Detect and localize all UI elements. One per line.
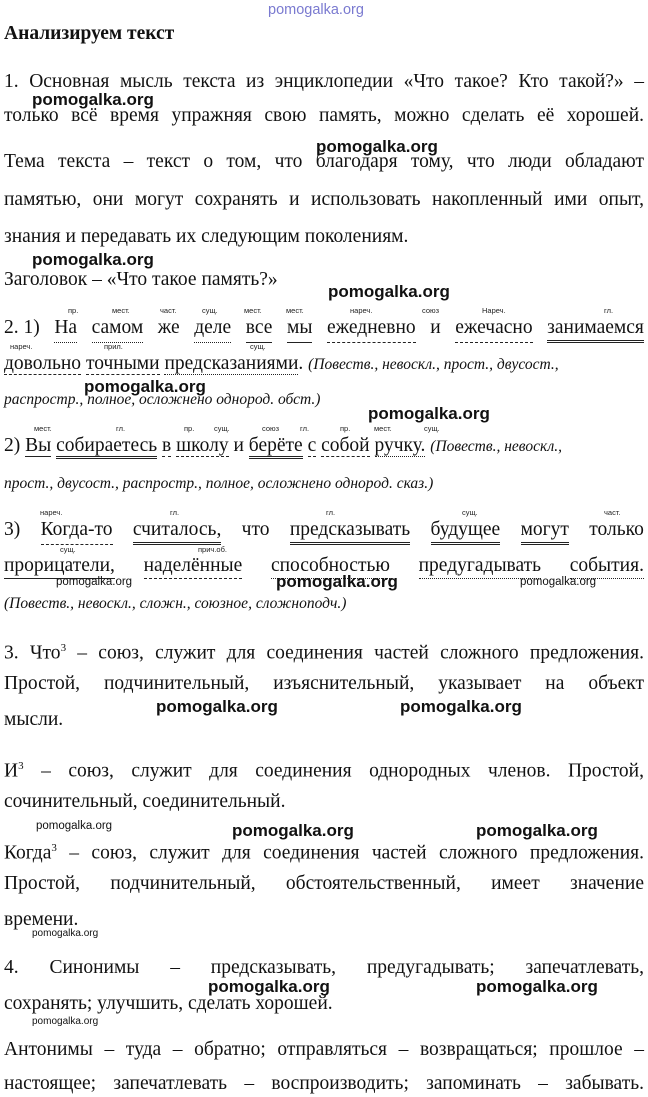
i-line-2: сочинительный, соединительный.: [4, 791, 286, 812]
watermark: pomogalka.org: [156, 697, 278, 716]
watermark: pomogalka.org: [36, 820, 113, 832]
heading-line: Заголовок – «Что такое память?»: [4, 269, 278, 290]
watermark: pomogalka.org: [56, 576, 133, 588]
watermark: pomogalka.org: [32, 250, 154, 269]
pos-tag: гл.: [604, 306, 614, 315]
kogda-line-1: Когда$^3$ – союз, служит для соединения частей сложного предложения.: [4, 842, 644, 864]
pos-tag: пр.: [184, 424, 195, 433]
pos-tag: сущ.: [250, 342, 266, 351]
pos-tag: мест.: [112, 306, 130, 315]
watermark: pomogalka.org: [84, 377, 206, 396]
pos-tag: прич.об.: [198, 545, 227, 554]
pos-tag: част.: [604, 508, 621, 517]
pos-tag: гл.: [326, 508, 336, 517]
watermark: pomogalka.org: [32, 1016, 99, 1027]
watermark: pomogalka.org: [208, 977, 330, 996]
pos-tag: союз: [422, 306, 440, 315]
synonyms-line-1: 4. Синонимы – предсказывать, предугадывать; запечатлевать,: [4, 957, 644, 978]
pos-tag: гл.: [116, 424, 126, 433]
pos-tags-s2: [4, 424, 644, 434]
pos-tags-s1: [4, 306, 644, 316]
pos-tag: сущ.: [60, 545, 76, 554]
synonyms-line-2: сохранять; улучшить, сделать хорошей.: [4, 993, 333, 1014]
watermark: pomogalka.org: [476, 977, 598, 996]
pos-tags-s1-line-2: [4, 342, 644, 352]
main-idea-line-1: 1. Основная мысль текста из энциклопедии «Что такое? Кто такой?» –: [4, 71, 644, 92]
pos-tag: пр.: [340, 424, 351, 433]
pos-tag: гл.: [170, 508, 180, 517]
kogda-line-2: Простой, подчинительный, обстоятельственный, имеет значение: [4, 873, 644, 894]
page-title: Анализируем текст: [4, 23, 175, 44]
watermark: pomogalka.org: [32, 90, 154, 109]
pos-tag: сущ.: [462, 508, 478, 517]
antonyms-line-1: Антонимы – туда – обратно; отправляться – возвращаться; прошлое –: [4, 1039, 644, 1060]
watermark: pomogalka.org: [32, 928, 99, 939]
sentence-1-line-2: довольно точными предсказаниями. (Повеств., невоскл., прост., двусост.,: [4, 353, 559, 374]
pos-tag: сущ.: [214, 424, 230, 433]
pos-tag: союз: [262, 424, 280, 433]
sentence-3-line-1: 3) Когда-то считалось, что предсказывать будущее могут только: [4, 518, 644, 545]
pos-tag: прил.: [104, 342, 123, 351]
sentence-1-note: распростр., полное, осложнено однород. обст.): [4, 391, 321, 408]
pos-tag: пр.: [68, 306, 79, 315]
antonyms-line-2: настоящее; запечатлевать – воспроизводить; запоминать – забывать.: [4, 1073, 644, 1094]
watermark: pomogalka.org: [328, 282, 450, 301]
pos-tag: гл.: [300, 424, 310, 433]
pos-tag: сущ.: [424, 424, 440, 433]
watermark: pomogalka.org: [316, 137, 438, 156]
pos-tag: сущ.: [202, 306, 218, 315]
watermark-top: pomogalka.org: [268, 2, 364, 18]
sentence-3-line-2: прорицатели, наделённые способностью предугадывать события.: [4, 554, 644, 579]
sentence-3-note: (Повеств., невоскл., сложн., союзное, сложноподч.): [4, 595, 347, 612]
sentence-2-note: прост., двусост., распростр., полное, осложнено однород. сказ.): [4, 475, 434, 492]
watermark: pomogalka.org: [400, 697, 522, 716]
pos-tag: мест.: [244, 306, 262, 315]
pos-tag: мест.: [286, 306, 304, 315]
pos-tag: нареч.: [40, 508, 63, 517]
pos-tags-s3: [4, 508, 644, 518]
watermark: pomogalka.org: [232, 821, 354, 840]
chto-line-2: Простой, подчинительный, изъяснительный, указывает на объект: [4, 673, 644, 694]
pos-tag: мест.: [34, 424, 52, 433]
watermark: pomogalka.org: [476, 821, 598, 840]
theme-line-3: знания и передавать их следующим поколениям.: [4, 226, 409, 247]
theme-line-1: Тема текста – текст о том, что благодаря тому, что люди обладают: [4, 151, 644, 172]
pos-tag: нареч.: [350, 306, 373, 315]
watermark: pomogalka.org: [520, 576, 597, 588]
pos-tag: мест.: [374, 424, 392, 433]
main-idea-line-2: только всё время упражняя свою память, можно сделать её хорошей.: [4, 105, 644, 126]
sentence-1-line-1: 2. 1) На самом же деле все мы ежедневно и ежечасно занимаемся: [4, 316, 644, 343]
i-line-1: $И^3$ – союз, служит для соединения однородных членов. Простой,: [4, 760, 644, 782]
watermark: pomogalka.org: [276, 572, 398, 591]
kogda-line-3: времени.: [4, 909, 79, 930]
theme-line-2: памятью, они могут сохранять и использовать накопленный ими опыт,: [4, 189, 644, 210]
pos-tag: Нареч.: [482, 306, 506, 315]
sentence-2-line-1: 2) Вы собираетесь в школу и берёте с собой ручку. (Повеств., невоскл.,: [4, 434, 644, 459]
chto-line-1: 3. Что$^3$ – союз, служит для соединения частей сложного предложения.: [4, 642, 644, 664]
pos-tag: нареч.: [10, 342, 33, 351]
watermark: pomogalka.org: [368, 404, 490, 423]
chto-line-3: мысли.: [4, 709, 64, 730]
pos-tag: част.: [160, 306, 177, 315]
